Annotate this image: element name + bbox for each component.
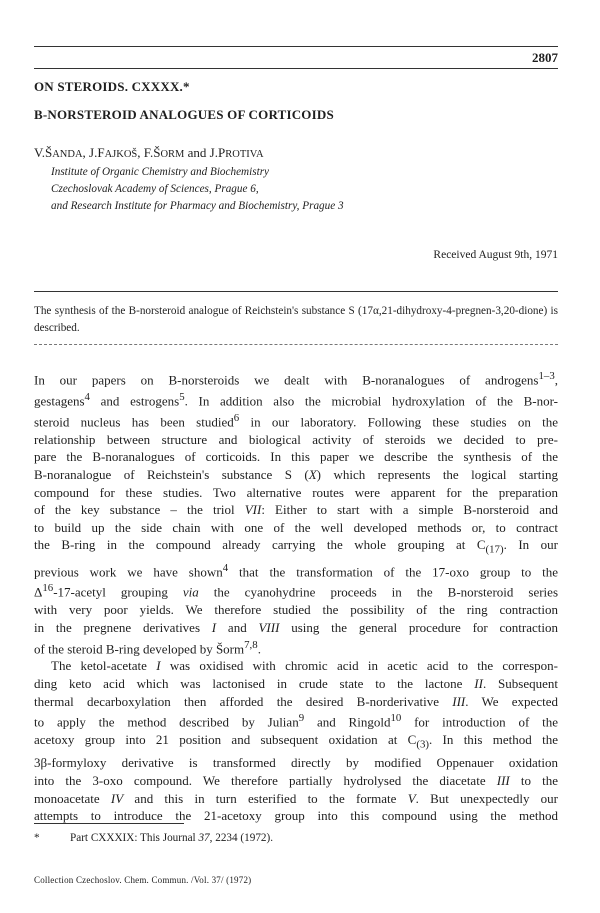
- affiliation-line-1: Institute of Organic Chemistry and Biochemistry: [51, 166, 270, 178]
- journal-citation: Collection Czechoslov. Chem. Commun. /Vol. 37/ (1972): [34, 875, 252, 885]
- received-date: Received August 9th, 1971: [433, 249, 558, 261]
- page-number: 2807: [532, 50, 558, 65]
- abstract-top-rule: [34, 291, 558, 292]
- abstract-bottom-rule: [34, 344, 558, 345]
- abstract: The synthesis of the B-norsteroid analogue of Reichstein's substance S (17α,21-dihydroxy-4-pregnen-3,20-dione) is described.: [34, 305, 558, 334]
- top-rule: [34, 46, 558, 47]
- author-list: V.ŠANDA, J.FAJKOŠ, F.ŠORM and J.PROTIVA: [34, 145, 264, 160]
- page: [34, 0, 558, 913]
- article-title-series: ON STEROIDS. CXXXX.*: [34, 79, 190, 94]
- article-title: B-NORSTEROID ANALOGUES OF CORTICOIDS: [34, 107, 334, 122]
- paragraph-2: The ketol-acetate I was oxidised with chromic acid in acetic acid to the correspon- ding keto acid which was lactonised in crude state to the lactone II. Subsequent thermal decarboxylation then afforded the desired B-norderivative III. We expected to apply the method described by Julian$^9$ and Ringold$^{10}$ for introduction of the acetoxy group into 21 position and subsequent oxidation at $C_{(3)}$. In this method the 3β-formyloxy derivative is transformed directly by modified Oppenauer oxidation into the 3-oxo compound. We therefore partially hydrolysed the diacetate III to the monoacetate IV and this in turn esterified to the formate V. But unexpectedly our attempts to introduce the 21-acetoxy group into this compound using the method: [34, 658, 559, 824]
- footnote: * Part CXXXIX: This Journal 37, 2234 (1972).: [34, 832, 274, 844]
- footnote-rule: [34, 823, 184, 824]
- affiliation-line-2: Czechoslovak Academy of Sciences, Prague 6,: [51, 183, 259, 195]
- header-rule: [34, 68, 558, 69]
- paragraph-1: In our papers on B-norsteroids we dealt with B-noranalogues of androgens$^{1-3}$, gestagens$^4$ and estrogens$^5$. In addition also the microbial hydroxylation of the B-nor- steroid nucleus has been studied$^6$ in our laboratory. Following these studies on the relationship between structure and biological activity of steroids we decided to pre- pare the B-noranalogues of corticoids. In this paper we describe the synthesis of the B-noranalogue of Reichstein's substance S (X) which represents the logical starting compound for these studies. Two alternative routes were apparent for the preparation of the key substance – the triol VII: Either to start with a simple B-norsteroid and to build up the side chain with one of the well developed methods or, to contract the B-ring in the compound already carrying the whole grouping at $C_{(17)}$. In our previous work we have shown$^4$ that the transformation of the 17-oxo group to the $\Delta^{16}-17$-acetyl grouping via the cyanohydrine proceeds in the B-norsteroid series with very poor yields. We therefore studied the possibility of the ring contraction in the pregnene derivatives I and VIII using the general procedure for contraction of the steroid B-ring developed by Šorm$^{7,8}$.: [34, 370, 559, 656]
- affiliation-line-3: and Research Institute for Pharmacy and Biochemistry, Prague 3: [51, 200, 344, 212]
- body-text: [34, 368, 558, 825]
